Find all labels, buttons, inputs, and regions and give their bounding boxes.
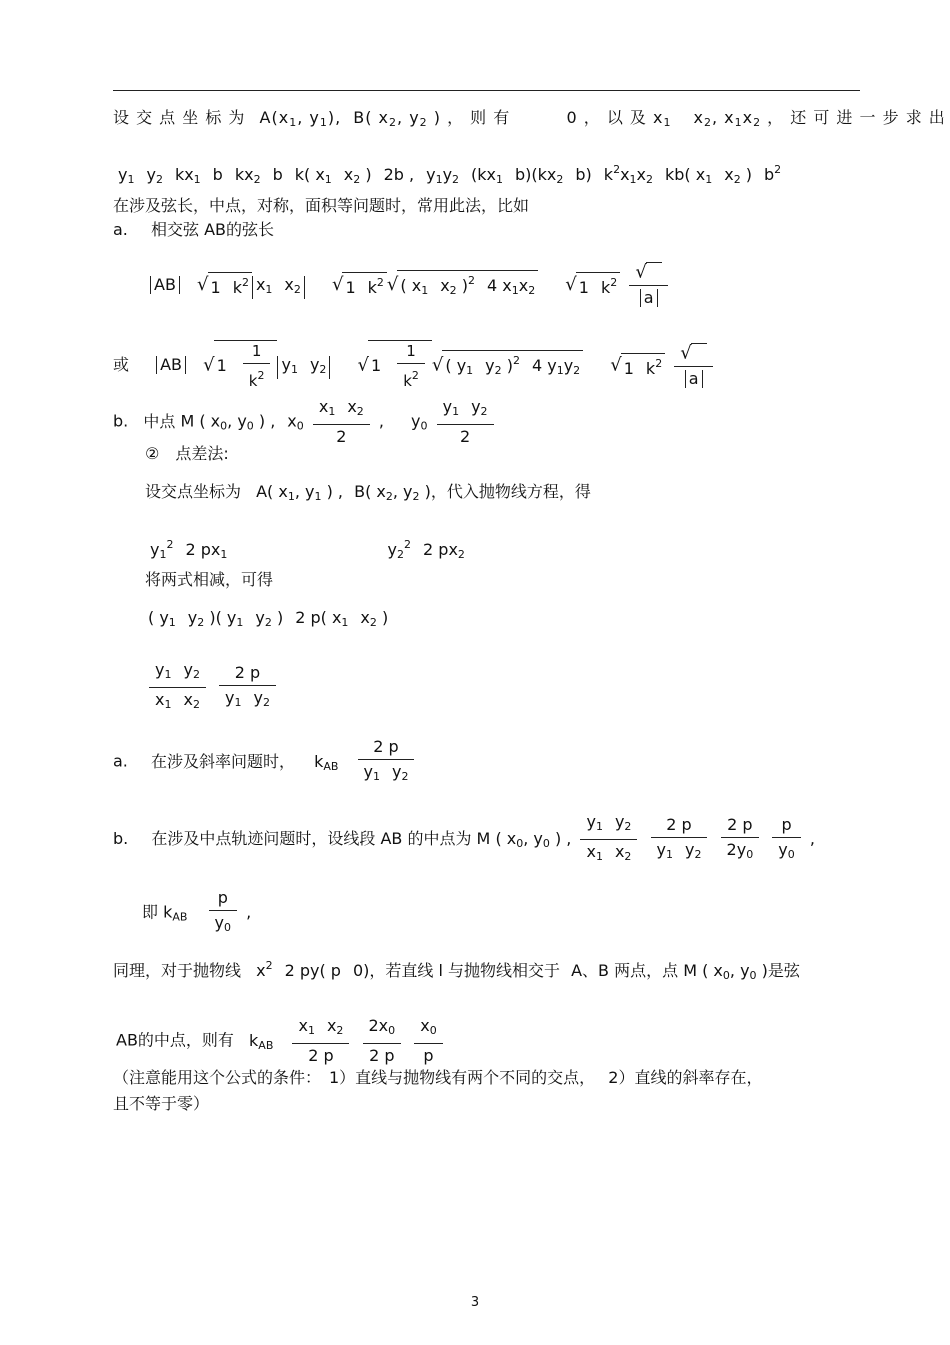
method2-set-line: 设交点坐标为 A( x1, y1 ) , B( x2, y2 )，代入抛物线方程，得 — [145, 482, 591, 503]
ji-slope: 即 kAB $\frac{p}{y0}$ , — [142, 888, 252, 934]
note-line-1: （注意能用这个公式的条件： 1）直线与抛物线有两个不同的交点， 2）直线的斜率存在， — [113, 1068, 763, 1087]
formula-slope-ratio: $\frac{y1 y2}{x1 x2}$ $\frac{2 p}{y1 y2}$ — [145, 660, 280, 715]
item-a-label: a. — [113, 220, 128, 239]
formula-y-sum-product: y1 y2 kx1 b kx2 b k( x1 x2 ) 2b , y1y2 (kx1 b)(kx2 b) $k^2x1x2$ kb( x1 x2 ) $b^2$ — [118, 163, 782, 186]
math-sum-product: x1 x2, x1x2 — [653, 108, 762, 129]
ji-label: 即 — [142, 902, 159, 922]
similar-parabola-line: 同理，对于抛物线 $x^2$ 2 py( p 0)，若直线 l 与抛物线相交于 A、B 两点，点 M ( x0, y0 )是弦 — [113, 959, 800, 982]
ab-mid-text: AB的中点，则有 — [116, 1030, 234, 1050]
case-b-text: 在涉及中点轨迹问题时 — [151, 829, 312, 848]
intro-line-3: 在涉及弦长，中点，对称，面积等问题时，常用此法，比如 — [113, 196, 530, 215]
formula-chord-length-y: 或 AB √ 1 $\frac{1}{k^2}$ y1 y2 √ 1 $\frac{1}{k^2}$ √ ( y1 y2 )$^2$ 4 y1y2 √ 1 $k^2$ $\frac{√}{a}$ — [113, 340, 717, 391]
case-a-label: a. — [113, 751, 128, 771]
formula-chord-length-x: AB √ 1 $k^2$ x1 x2 √ 1 $k^2$ √ ( x1 x2 )$^2$ 4 x1x2 √ 1 $k^2$ $\frac{√}{a}$ — [150, 262, 672, 308]
similar-text-1: 同理，对于抛物线 — [113, 961, 242, 980]
formula-difference: ( y1 y2 )( y1 y2 ) 2 p( x1 x2 ) — [148, 608, 389, 629]
page-number: 3 — [470, 1295, 480, 1310]
intro-text-3: ， 以 及 — [583, 108, 647, 127]
item-b-midpoint: b. 中点 M ( x0, y0 ) , x0 $\frac{x1 x2}{2}$ , y0 $\frac{y1 y2}{2}$ — [113, 397, 498, 447]
note-line-2: 且不等于零） — [113, 1094, 210, 1113]
intro-zero: 0 — [566, 108, 578, 127]
item-b-label: b. — [113, 411, 129, 431]
intro-text-4: ， 还 可 进 一 步 求 出 — [767, 108, 946, 127]
item-b-text: 中点 — [143, 411, 176, 431]
formula-parabola-points: $y1^2$ 2 px1 $y2^2$ 2 px2 — [150, 538, 465, 561]
case-a-text: 在涉及斜率问题时， — [150, 751, 295, 771]
math-point-a: A(x1, y1) — [259, 108, 336, 129]
case-b-text2: ，设线段 AB 的中点为 — [311, 829, 472, 848]
or-label: 或 — [113, 355, 130, 374]
similar-text-3: A、B 两点，点 — [571, 961, 679, 980]
similar-text-2: ，若直线 l 与抛物线相交于 — [369, 961, 560, 980]
method2-subtract-text: 将两式相减，可得 — [145, 570, 274, 589]
math-point-b: B( x2, y2 ) — [353, 108, 441, 129]
item-a-chord-length — [113, 220, 274, 240]
case-a-slope: a. 在涉及斜率问题时， kAB $\frac{2 p}{y1 y2}$ — [113, 737, 418, 787]
item-a-text: 相交弦 AB的弦长 — [150, 220, 274, 239]
header-rule — [113, 90, 860, 91]
method2-set-text: 设交点坐标为 — [145, 482, 242, 501]
intro-text-1: 设 交 点 坐 标 为 — [113, 108, 246, 127]
method2-title: ② 点差法: — [145, 444, 229, 463]
intro-text-2: ， 则 有 — [447, 108, 511, 127]
case-b-midpoint-locus: b. 在涉及中点轨迹问题时，设线段 AB 的中点为 M ( x0, y0 ) , $\frac{y1 y2}{x1 x2}$ $\frac{2 p}{y1 y2}$ $\frac{2 p}{2y0}$ $\frac{p}{y0}$ , — [113, 812, 815, 863]
case-b-label: b. — [113, 829, 129, 848]
intro-line-1: 设 交 点 坐 标 为 A(x1, y1), B( x2, y2 ) ， 则 有 0 ， 以 及 x1 x2, x1x2 ， 还 可 进 一 步 求 出 — [113, 108, 946, 129]
ab-midpoint-slope: AB的中点，则有 kAB $\frac{x1 x2}{2 p}$ $\frac{2x0}{2 p}$ $\frac{x0}{p}$ — [116, 1016, 447, 1066]
similar-text-4: 是弦 — [767, 961, 800, 980]
method2-sub-text: ，代入抛物线方程，得 — [430, 482, 591, 501]
